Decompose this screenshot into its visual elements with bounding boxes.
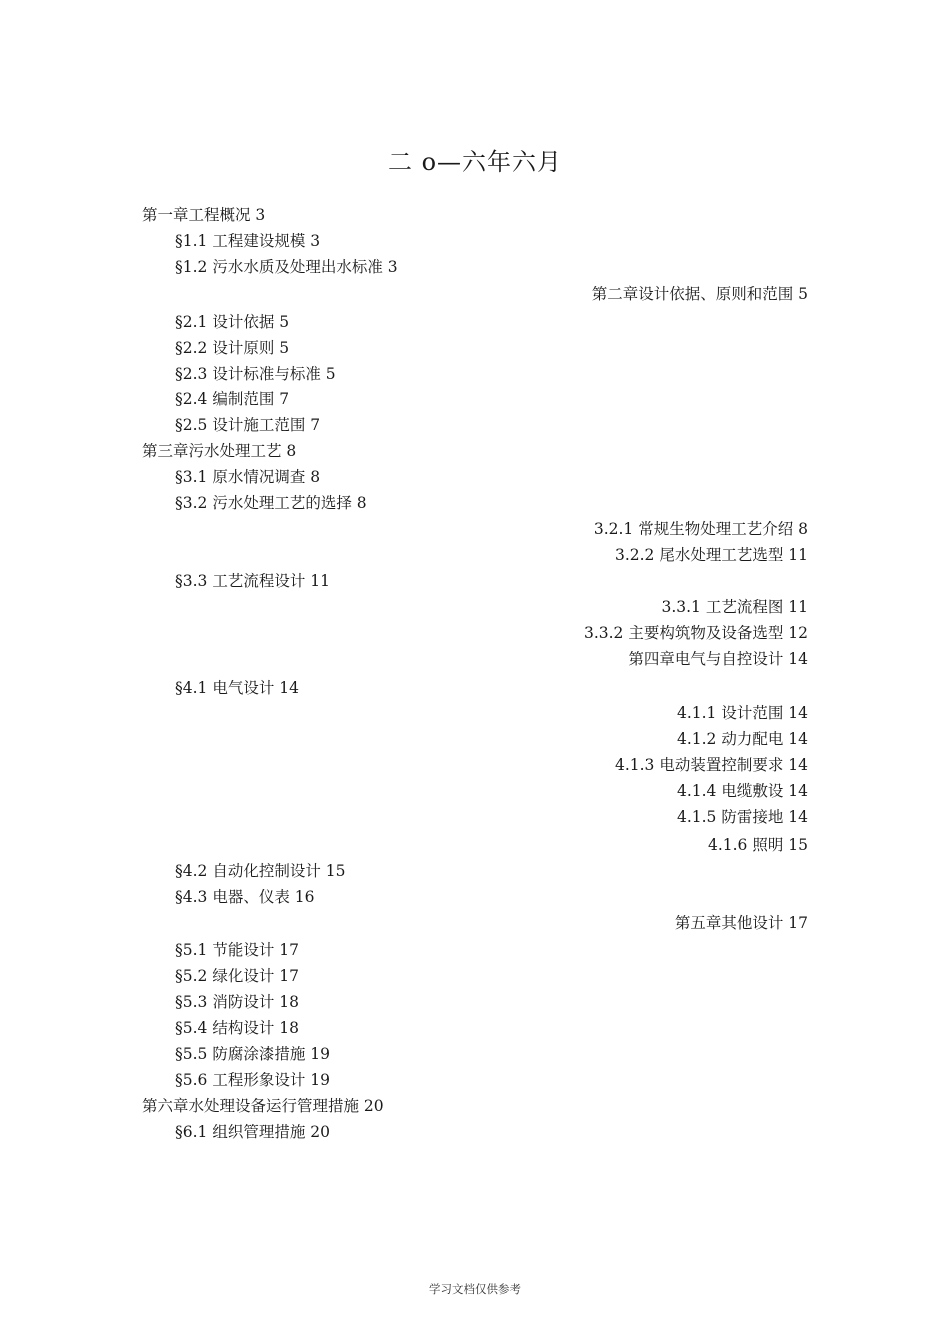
toc-entry[interactable]: §2.4 编制范围 7 bbox=[175, 390, 290, 408]
toc-entry[interactable]: §5.6 工程形象设计 19 bbox=[175, 1071, 330, 1089]
toc-entry[interactable]: §2.2 设计原则 5 bbox=[175, 339, 290, 357]
toc-entry[interactable]: §6.1 组织管理措施 20 bbox=[175, 1123, 330, 1141]
toc-entry[interactable]: §1.2 污水水质及处理出水标准 3 bbox=[175, 258, 398, 276]
toc-entry[interactable]: §5.5 防腐涂漆措施 19 bbox=[175, 1045, 330, 1063]
toc-entry[interactable]: 3.3.1 工艺流程图 11 bbox=[661, 598, 808, 616]
toc-entry[interactable]: §5.3 消防设计 18 bbox=[175, 993, 299, 1011]
toc-entry[interactable]: §5.1 节能设计 17 bbox=[175, 941, 299, 959]
toc-entry[interactable]: 第一章工程概况 3 bbox=[142, 206, 266, 224]
toc-entry[interactable]: §4.3 电器、仪表 16 bbox=[175, 888, 315, 906]
toc-entry[interactable]: 第五章其他设计 17 bbox=[674, 914, 808, 932]
toc-entry[interactable]: 4.1.2 动力配电 14 bbox=[676, 730, 808, 748]
toc-entry[interactable]: 4.1.3 电动装置控制要求 14 bbox=[614, 756, 808, 774]
toc-entry[interactable]: §3.2 污水处理工艺的选择 8 bbox=[175, 494, 367, 512]
toc-entry[interactable]: 第四章电气与自控设计 14 bbox=[628, 650, 808, 668]
toc-entry[interactable]: §5.2 绿化设计 17 bbox=[175, 967, 299, 985]
toc-entry[interactable]: §3.1 原水情况调查 8 bbox=[175, 468, 321, 486]
toc-entry[interactable]: 3.2.1 常规生物处理工艺介绍 8 bbox=[593, 520, 808, 538]
toc-entry[interactable]: §5.4 结构设计 18 bbox=[175, 1019, 299, 1037]
toc-entry[interactable]: §3.3 工艺流程设计 11 bbox=[175, 572, 330, 590]
toc-entry[interactable]: §2.1 设计依据 5 bbox=[175, 313, 290, 331]
toc-entry[interactable]: §4.2 自动化控制设计 15 bbox=[175, 862, 346, 880]
toc-entry[interactable]: 4.1.1 设计范围 14 bbox=[676, 704, 808, 722]
toc-entry[interactable]: 3.2.2 尾水处理工艺选型 11 bbox=[614, 546, 808, 564]
toc-entry[interactable]: 第三章污水处理工艺 8 bbox=[142, 442, 297, 460]
toc-entry[interactable]: §1.1 工程建设规模 3 bbox=[175, 232, 321, 250]
toc-entry[interactable]: 4.1.4 电缆敷设 14 bbox=[676, 782, 808, 800]
toc-entry[interactable]: §4.1 电气设计 14 bbox=[175, 679, 299, 697]
toc-entry[interactable]: 3.3.2 主要构筑物及设备选型 12 bbox=[583, 624, 808, 642]
toc-entry[interactable]: 第六章水处理设备运行管理措施 20 bbox=[142, 1097, 384, 1115]
toc-entry[interactable]: 4.1.6 照明 15 bbox=[707, 836, 808, 854]
page-footer: 学习文档仅供参考 bbox=[429, 1282, 521, 1296]
toc-entry[interactable]: 4.1.5 防雷接地 14 bbox=[676, 808, 808, 826]
toc-entry[interactable]: §2.3 设计标准与标准 5 bbox=[175, 365, 336, 383]
toc-entry[interactable]: 第二章设计依据、原则和范围 5 bbox=[591, 285, 808, 303]
toc-entry[interactable]: §2.5 设计施工范围 7 bbox=[175, 416, 321, 434]
document-date-title: 二 o—六年六月 bbox=[387, 148, 563, 176]
